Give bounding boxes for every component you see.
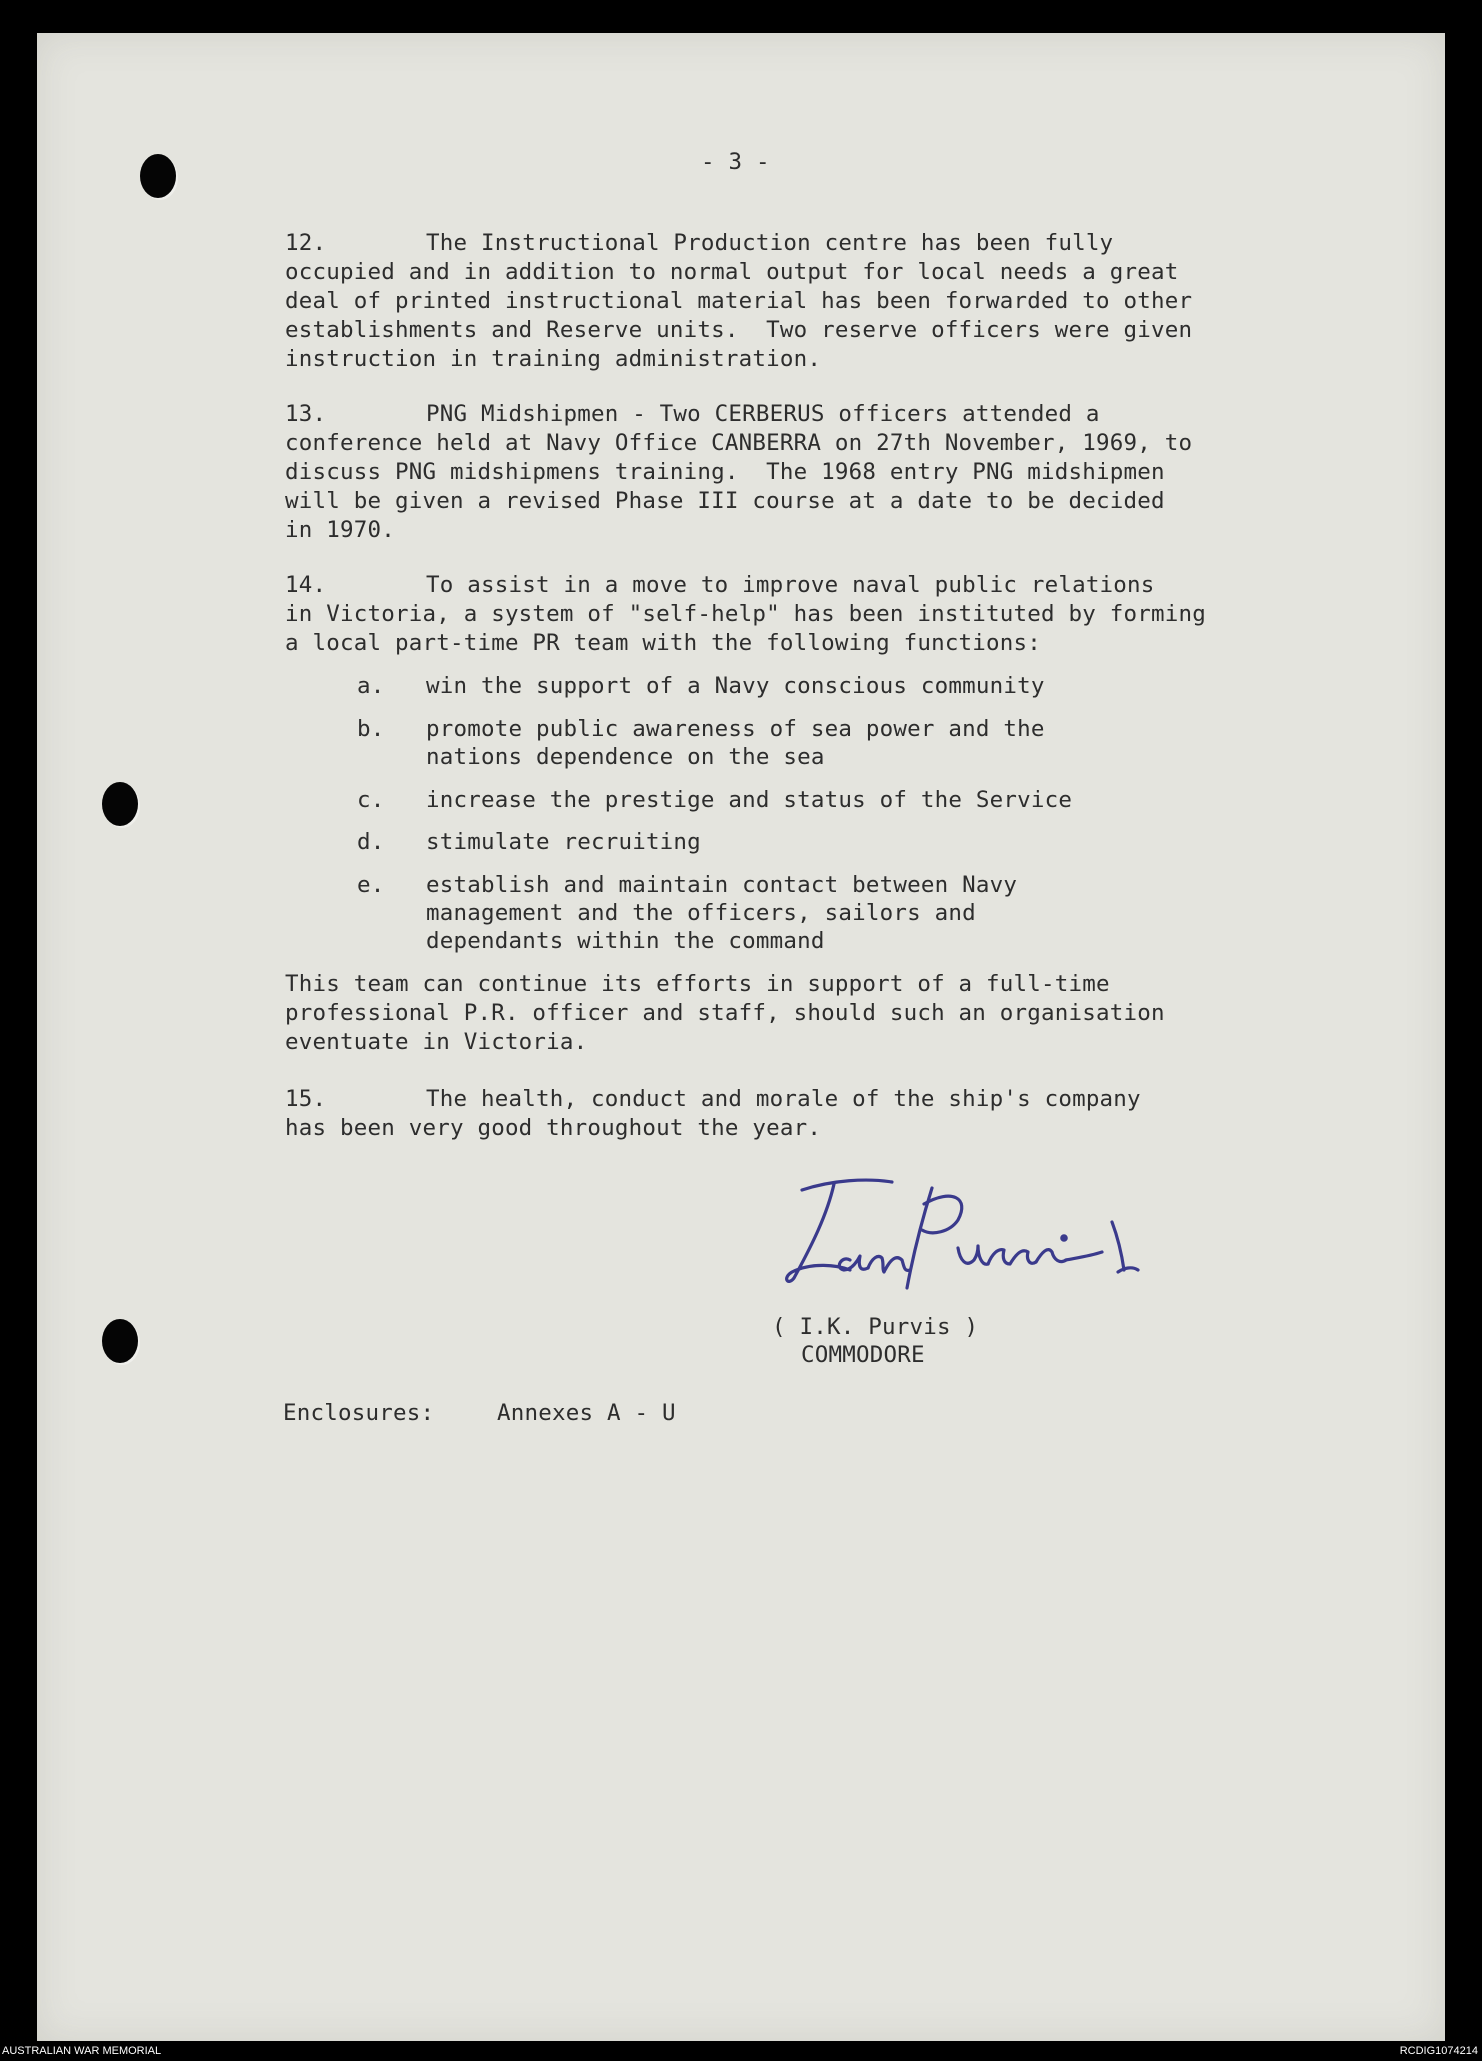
function-item-letter: c.	[357, 787, 385, 813]
footer-reference: RCDIG1074214	[1399, 2045, 1478, 2057]
signatory-name: ( I.K. Purvis )	[772, 1314, 979, 1340]
paragraph-12-line: deal of printed instructional material has been forwarded to other	[285, 288, 1193, 314]
enclosures-value: Annexes A - U	[497, 1400, 676, 1426]
paragraph-13-line: conference held at Navy Office CANBERRA on 27th November, 1969, to	[285, 430, 1193, 456]
signatory-title: COMMODORE	[801, 1342, 925, 1368]
paragraph-14-closing-line: eventuate in Victoria.	[285, 1029, 588, 1055]
paragraph-13-line: discuss PNG midshipmens training. The 1968 entry PNG midshipmen	[285, 459, 1165, 485]
paragraph-12-line: occupied and in addition to normal output for local needs a great	[285, 259, 1179, 285]
paragraph-14-number: 14.	[285, 572, 327, 598]
paragraph-13-line: in 1970.	[285, 517, 395, 543]
paragraph-13-number: 13.	[285, 401, 327, 427]
paragraph-15-number: 15.	[285, 1086, 327, 1112]
function-item-text: stimulate recruiting	[426, 829, 701, 855]
punch-hole-top	[140, 154, 176, 198]
punch-hole-middle	[102, 782, 138, 826]
paragraph-14-line: a local part-time PR team with the following functions:	[285, 630, 1042, 656]
function-item-text: nations dependence on the sea	[426, 744, 825, 770]
paragraph-14-line: To assist in a move to improve naval public relations	[426, 572, 1155, 598]
paragraph-12-number: 12.	[285, 230, 327, 256]
punch-hole-bottom	[102, 1319, 138, 1363]
paragraph-14-closing-line: This team can continue its efforts in support of a full-time	[285, 971, 1110, 997]
function-item-text: promote public awareness of sea power and the	[426, 716, 1045, 742]
function-item-letter: e.	[357, 872, 385, 898]
paragraph-12-line: establishments and Reserve units. Two reserve officers were given	[285, 317, 1193, 343]
paragraph-15-line: has been very good throughout the year.	[285, 1115, 822, 1141]
handwritten-signature	[772, 1160, 1152, 1300]
page-number: - 3 -	[701, 149, 770, 175]
paragraph-14-line: in Victoria, a system of "self-help" has been instituted by forming	[285, 601, 1206, 627]
function-item-text: management and the officers, sailors and	[426, 900, 976, 926]
function-item-text: establish and maintain contact between Navy	[426, 872, 1018, 898]
function-item-letter: d.	[357, 829, 385, 855]
function-item-text: increase the prestige and status of the Service	[426, 787, 1073, 813]
paragraph-13-line: PNG Midshipmen - Two CERBERUS officers attended a	[426, 401, 1100, 427]
function-item-text: dependants within the command	[426, 928, 825, 954]
function-item-text: win the support of a Navy conscious community	[426, 673, 1045, 699]
function-item-letter: a.	[357, 673, 385, 699]
function-item-letter: b.	[357, 716, 385, 742]
paragraph-12-line: The Instructional Production centre has been fully	[426, 230, 1114, 256]
paragraph-12-line: instruction in training administration.	[285, 346, 822, 372]
paragraph-15-line: The health, conduct and morale of the ship's company	[426, 1086, 1141, 1112]
paragraph-14-closing-line: professional P.R. officer and staff, should such an organisation	[285, 1000, 1165, 1026]
paragraph-13-line: will be given a revised Phase III course at a date to be decided	[285, 488, 1165, 514]
enclosures-label: Enclosures:	[283, 1400, 435, 1426]
footer-source: AUSTRALIAN WAR MEMORIAL	[2, 2045, 162, 2057]
